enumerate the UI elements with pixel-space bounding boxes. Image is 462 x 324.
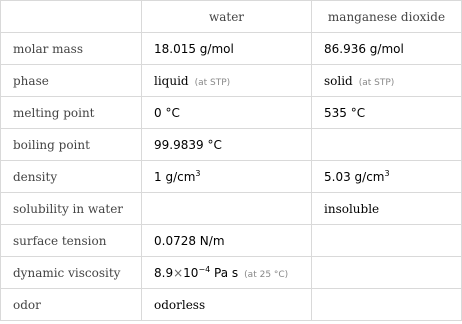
water-dynamic-viscosity	[142, 257, 312, 289]
table-row	[1, 161, 462, 193]
mno2-phase-note: (at STP)	[358, 77, 395, 88]
header-row	[1, 1, 462, 33]
table-row	[1, 257, 462, 289]
mno2-solubility: insoluble	[312, 193, 462, 225]
row-label: dynamic viscosity	[1, 257, 142, 289]
row-label: solubility in water	[1, 193, 142, 225]
row-label: phase	[1, 65, 142, 97]
water-melting-point: 0 °C	[142, 97, 312, 129]
mno2-phase-cell	[312, 65, 462, 97]
mno2-molar-mass: 86.936 g/mol	[312, 33, 462, 65]
table-row	[1, 289, 462, 321]
water-solubility	[142, 193, 312, 225]
viscosity-mantissa: 8.9	[154, 265, 174, 280]
viscosity-note: (at 25 °C)	[244, 269, 289, 280]
mno2-density-value: 5.03 g/cm	[324, 169, 385, 184]
water-boiling-point: 99.9839 °C	[142, 129, 312, 161]
row-label: molar mass	[1, 33, 142, 65]
water-molar-mass: 18.015 g/mol	[142, 33, 312, 65]
table-row	[1, 33, 462, 65]
water-density-value: 1 g/cm	[154, 169, 196, 184]
viscosity-base: 10	[183, 265, 199, 280]
row-label: surface tension	[1, 225, 142, 257]
mno2-density	[312, 161, 462, 193]
row-label: density	[1, 161, 142, 193]
row-label: boiling point	[1, 129, 142, 161]
header-empty-cell	[1, 1, 142, 33]
viscosity-unit: Pa s	[210, 265, 239, 280]
row-label: odor	[1, 289, 142, 321]
water-phase: liquid	[154, 73, 189, 88]
water-density	[142, 161, 312, 193]
water-odor: odorless	[142, 289, 312, 321]
header-manganese-dioxide: manganese dioxide	[312, 1, 462, 33]
table-row	[1, 225, 462, 257]
header-water: water	[142, 1, 312, 33]
water-surface-tension: 0.0728 N/m	[142, 225, 312, 257]
mno2-density-exponent: 3	[384, 168, 390, 178]
mno2-phase: solid	[324, 73, 353, 88]
table-row	[1, 129, 462, 161]
table-row	[1, 97, 462, 129]
row-label: melting point	[1, 97, 142, 129]
viscosity-exponent: −4	[198, 264, 211, 274]
table-row	[1, 65, 462, 97]
mno2-dynamic-viscosity	[312, 257, 462, 289]
mno2-surface-tension	[312, 225, 462, 257]
table-row	[1, 193, 462, 225]
mno2-boiling-point	[312, 129, 462, 161]
water-phase-note: (at STP)	[194, 77, 231, 88]
times-sign: ×	[173, 265, 184, 280]
water-density-exponent: 3	[195, 168, 201, 178]
mno2-melting-point: 535 °C	[312, 97, 462, 129]
water-phase-cell	[142, 65, 312, 97]
mno2-odor	[312, 289, 462, 321]
